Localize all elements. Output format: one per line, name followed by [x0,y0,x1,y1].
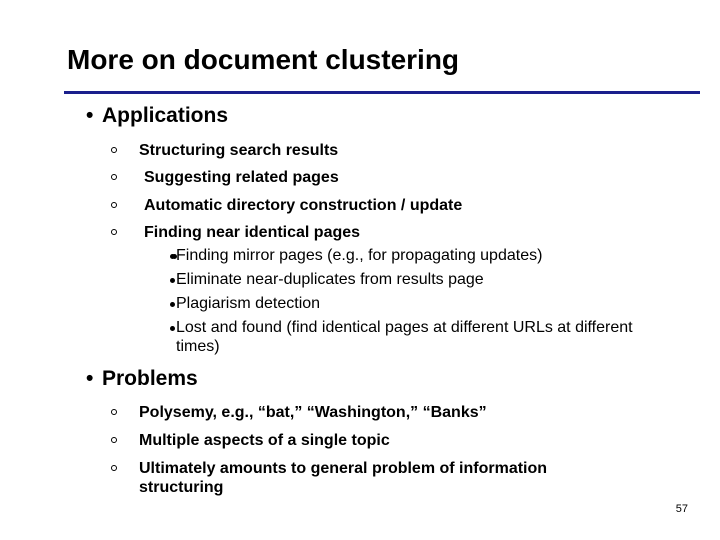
section-heading-problems [86,366,198,392]
filled-bullet-icon [170,278,175,283]
hollow-bullet-icon [111,465,117,471]
hollow-bullet-icon [111,409,117,415]
section-heading-label: Problems [102,367,198,390]
list-item-text: Automatic directory construction / update [144,197,463,214]
list-item [111,196,671,215]
sub-list-item [170,294,670,313]
filled-bullet-icon [170,254,175,259]
section-heading-applications [86,103,228,129]
list-item-text: Suggesting related pages [144,169,339,186]
list-item-text: Structuring search results [139,142,339,159]
list-item-text: Finding near identical pages [144,224,361,241]
bullet-icon: • [86,104,94,127]
list-item-text: Ultimately amounts to general problem of information structuring [139,460,548,496]
hollow-bullet-icon [111,174,117,180]
hollow-bullet-icon [111,229,117,235]
title-divider [64,91,700,94]
list-item [111,403,671,422]
sub-list-item [170,318,640,356]
list-item [111,141,671,160]
sub-list-item-text: Lost and found (find identical pages at different URLs at different times) [176,319,633,355]
list-item-text: Multiple aspects of a single topic [139,432,390,449]
slide-title: More on document clustering [67,44,460,75]
page-number: 57 [675,503,688,515]
hollow-bullet-icon [111,202,117,208]
filled-bullet-icon [170,302,175,307]
hollow-bullet-icon [111,437,117,443]
sub-list-item-text: Finding mirror pages (e.g., for propagating updates) [176,247,543,264]
list-item-text: Polysemy, e.g., “bat,” “Washington,” “Banks” [139,404,487,421]
sub-list-item-text: Plagiarism detection [176,295,321,312]
bullet-icon: • [86,367,94,390]
section-heading-label: Applications [102,104,229,127]
sub-list-item [170,246,670,265]
sub-list-item [170,270,670,289]
hollow-bullet-icon [111,147,117,153]
list-item [111,459,611,497]
filled-bullet-icon [170,326,175,331]
list-item [111,431,671,450]
list-item [111,168,671,187]
list-item [111,223,671,242]
sub-list-item-text: Eliminate near-duplicates from results page [176,271,484,288]
